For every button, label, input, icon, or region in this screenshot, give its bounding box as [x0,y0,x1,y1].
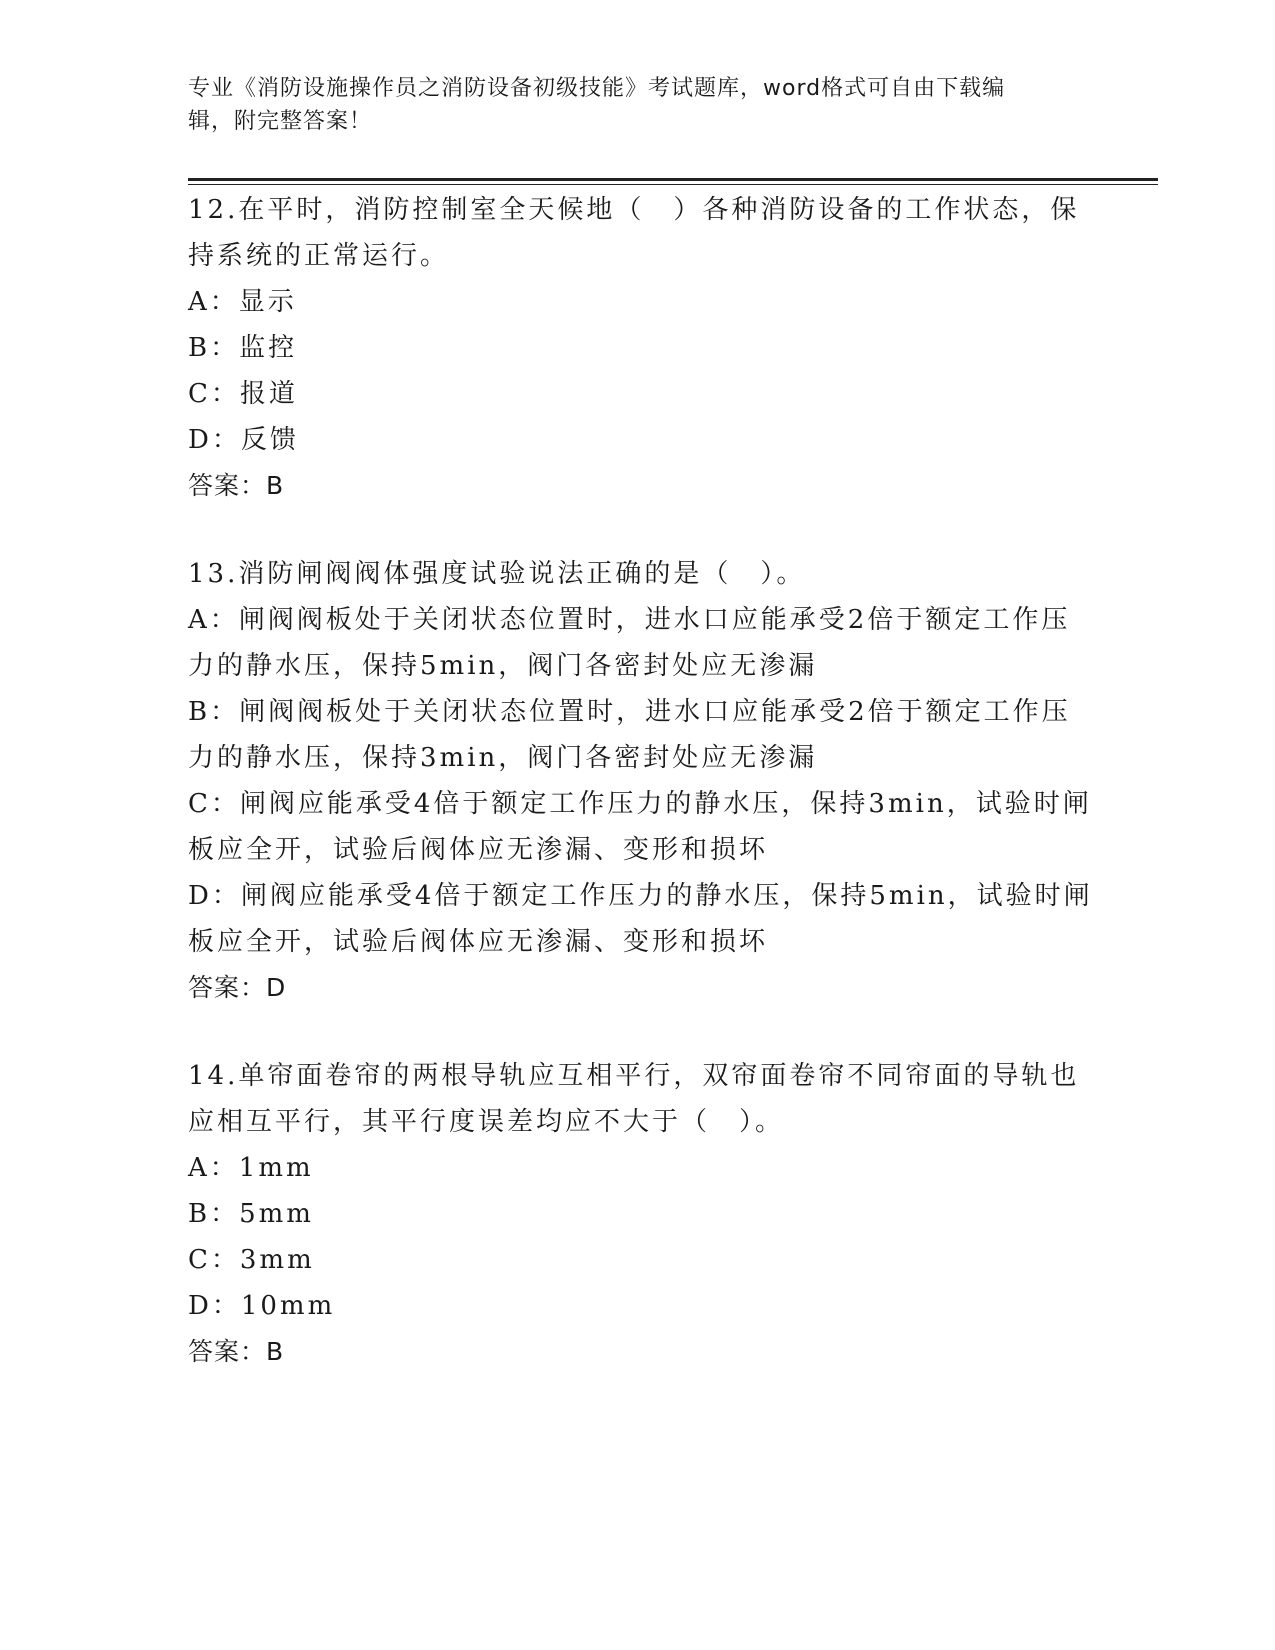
document-header [188,72,1068,138]
option-d: D：反馈 [188,425,299,455]
question-13 [188,551,1093,1011]
question-stem-line: 持系统的正常运行。 [188,241,450,271]
answer-line: 答案：B [188,1337,285,1366]
option-a-line-2: 力的静水压，保持5min，阀门各密封处应无渗漏 [188,651,818,681]
option-a: A：显示 [188,287,297,317]
option-c-line-1: C：闸阀应能承受4倍于额定工作压力的静水压，保持3min，试验时闸 [188,789,1092,819]
header-divider-thin [188,184,1158,185]
question-12 [188,187,1088,509]
question-stem-line: 14.单帘面卷帘的两根导轨应互相平行，双帘面卷帘不同帘面的导轨也 [188,1061,1080,1091]
option-c-line-2: 板应全开，试验后阀体应无渗漏、变形和损坏 [188,835,769,865]
answer-line: 答案：B [188,471,285,500]
option-c: C：3mm [188,1245,315,1275]
question-14 [188,1053,1088,1375]
option-a-line-1: A：闸阀阀板处于关闭状态位置时，进水口应能承受2倍于额定工作压 [188,605,1071,635]
question-stem-line: 12.在平时，消防控制室全天候地（ ）各种消防设备的工作状态，保 [188,195,1080,225]
option-d-line-2: 板应全开，试验后阀体应无渗漏、变形和损坏 [188,927,769,957]
option-d: D：10mm [188,1291,336,1321]
question-stem-line: 13.消防闸阀阀体强度试验说法正确的是（ ）。 [188,559,806,589]
header-line-1: 专业《消防设施操作员之消防设备初级技能》考试题库，word格式可自由下载编 [188,76,1006,101]
option-b: B：5mm [188,1199,314,1229]
option-b-line-1: B：闸阀阀板处于关闭状态位置时，进水口应能承受2倍于额定工作压 [188,697,1071,727]
header-line-2: 辑，附完整答案！ [188,109,373,134]
option-b-line-2: 力的静水压，保持3min，阀门各密封处应无渗漏 [188,743,818,773]
question-stem-line: 应相互平行，其平行度误差均应不大于（ ）。 [188,1107,785,1137]
option-a: A：1mm [188,1153,314,1183]
option-d-line-1: D：闸阀应能承受4倍于额定工作压力的静水压，保持5min，试验时闸 [188,881,1093,911]
option-b: B：监控 [188,333,298,363]
answer-line: 答案：D [188,973,287,1002]
option-c: C：报道 [188,379,298,409]
header-divider-thick [188,178,1158,181]
